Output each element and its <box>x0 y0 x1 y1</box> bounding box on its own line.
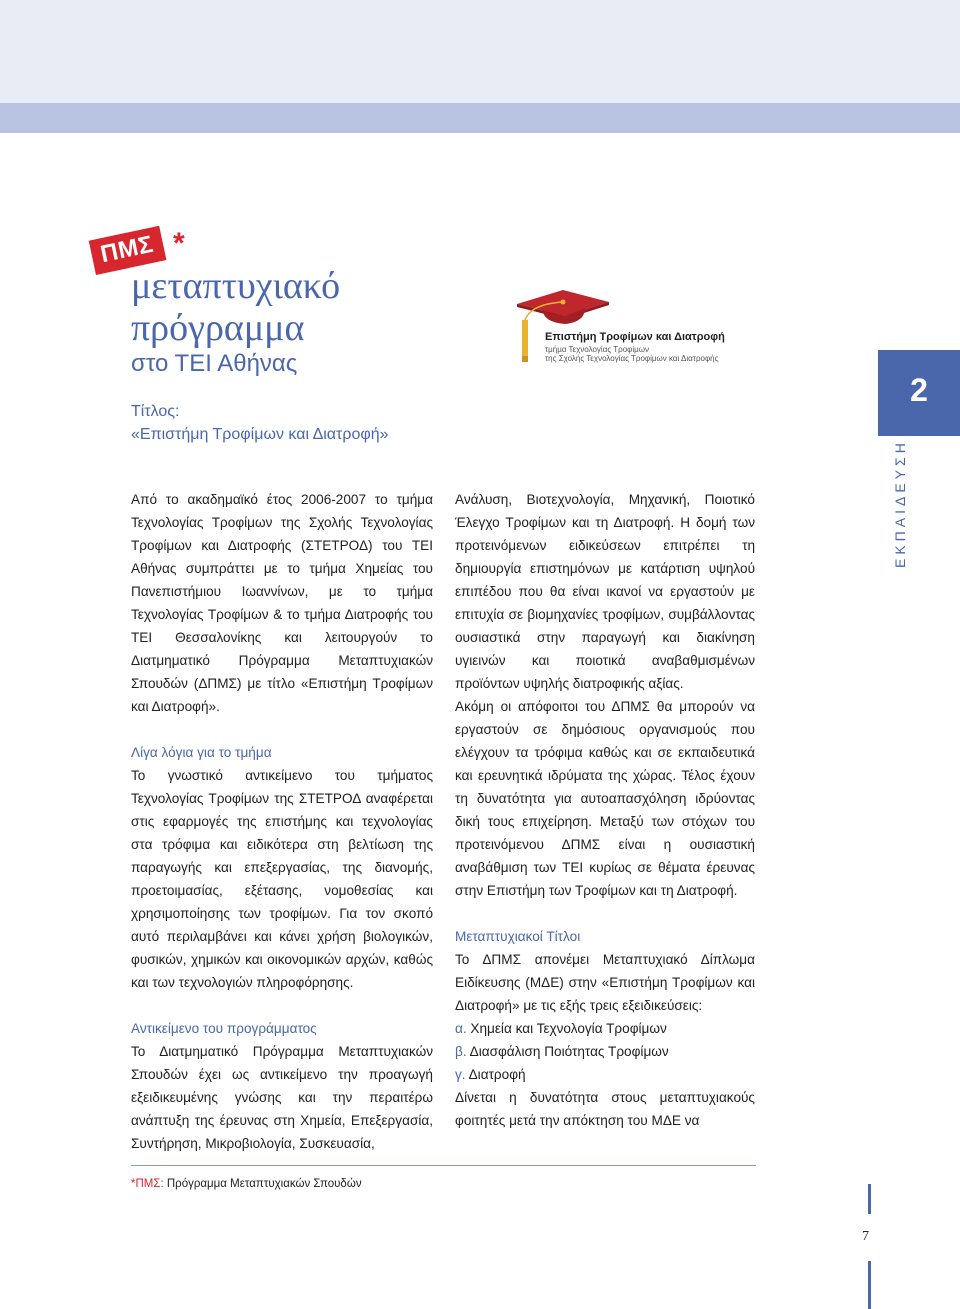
list-text: Διασφάλιση Ποιότητας Τροφίμων <box>466 1044 669 1059</box>
right-paragraph-1: Ανάλυση, Βιοτεχνολογία, Μηχανική, Ποιοτικό Έλεγχο Τροφίμων και τη Διατροφή. Η δομή των προτεινόμενων ειδικεύσεων επιτρέπει τη δημιουργία επιστημόνων με κατάρτιση υψηλού επιπέδου που θα είναι ικανοί να εργαστούν με επιτυχία σε βιομηχανίες τροφίμων, συμβάλλοντας ουσιαστικά στην παραγωγή και διακίνηση υγιεινών και ποιοτικά αναβαθμισμένων προϊόντων υψηλής διατροφικής αξίας. <box>455 492 755 691</box>
about-paragraph: Το γνωστικό αντικείμενο του τμήματος Τεχνολογίας Τροφίμων της ΣΤΕΤΡΟΔ αναφέρεται στις εφαρμογές της επιστήμης και τεχνολογίας στα τρόφιμα και ειδικότερα στη βελτίωση της παραγωγής και επεξεργασίας, της διανομής, προετοιμασίας, εξέτασης, νομοθεσίας και χρησιμοποίησης των τροφίμων. Για τον σκοπό αυτό περιλαμβάνει και κάνει χρήση βιολογικών, φυσικών, χημικών και οικονομικών αρχών, καθώς και των τεχνολογιών πληροφόρησης. <box>131 768 433 990</box>
title-value: «Επιστήμη Τροφίμων και Διατροφή» <box>131 426 389 443</box>
chapter-number: 2 <box>910 372 928 408</box>
header-band <box>0 0 960 103</box>
footnote-marker: *ΠΜΣ: <box>131 1178 164 1190</box>
intro-paragraph: Από το ακαδημαϊκό έτος 2006-2007 το τμήμα Τεχνολογίας Τροφίμων της Σχολής Τεχνολογίας Τροφίμων και Διατροφής (ΣΤΕΤΡΟΔ) του ΤΕΙ Αθήνας συμπράττει με το τμήμα Χημείας του Πανεπιστήμιου Ιωαννίνων, με το τμήμα Τεχνολογίας Τροφίμων & το τμήμα Διατροφής του ΤΕΙ Θεσσαλονίκης και λειτουργούν το Διατμηματικό Πρόγραμμα Μεταπτυχιακών Σπουδών (ΔΠΜΣ) με τίτλο «Επιστήμη Τροφίμων και Διατροφή». <box>131 492 433 714</box>
right-column <box>455 488 755 1132</box>
list-item <box>455 1063 755 1086</box>
list-text: Διατροφή <box>465 1067 526 1082</box>
section-heading-degrees: Μεταπτυχιακοί Τίτλοι <box>455 929 581 944</box>
list-marker: β. <box>455 1044 467 1059</box>
section-heading-about: Λίγα λόγια για το τμήμα <box>131 745 272 760</box>
list-text: Χημεία και Τεχνολογία Τροφίμων <box>466 1021 667 1036</box>
list-item <box>455 1040 755 1063</box>
header-bar <box>0 103 960 133</box>
section-heading-objective: Αντικείμενο του προγράμματος <box>131 1021 317 1036</box>
degrees-paragraph: Το ΔΠΜΣ απονέμει Μεταπτυχιακό Δίπλωμα Ειδίκευσης (ΜΔΕ) στην «Επιστήμη Τροφίμων και Διατροφή» με τις εξής τρεις εξειδικεύσεις: <box>455 952 755 1013</box>
page-marker-bottom <box>868 1261 871 1309</box>
right-paragraph-2: Ακόμη οι απόφοιτοι του ΔΠΜΣ θα μπορούν να εργαστούν σε δημόσιους οργανισμούς που ελέγχουν τα τρόφιμα καθώς και σε εκπαιδευτικά και ερευνητικά ιδρύματα της χώρας. Τέλος έχουν τη δυνατότητα για αυτοαπασχόληση ιδρύοντας δική τους επιχείρηση. Μεταξύ των στόχων του προτεινόμενου ΔΠΜΣ είναι η ουσιαστική αναβάθμιση των ΤΕΙ κυρίως σε θέματα έρευνας στην Επιστήμη των Τροφίμων και τη Διατροφή. <box>455 699 755 898</box>
logo-subtitle-2: της Σχολής Τεχνολογίας Τροφίμων και Διατροφής <box>545 354 719 363</box>
hero-subtitle: στο ΤΕΙ Αθήνας <box>131 350 298 377</box>
right-paragraph-4: Δίνεται η δυνατότητα στους μεταπτυχιακούς φοιτητές μετά την απόκτηση του ΜΔΕ να <box>455 1090 755 1128</box>
left-column <box>131 488 433 1155</box>
list-marker: γ. <box>455 1067 466 1082</box>
page-number: 7 <box>862 1229 869 1244</box>
hero-title-line1: μεταπτυχιακό <box>131 265 341 307</box>
footnote-text: Πρόγραμμα Μεταπτυχιακών Σπουδών <box>163 1178 362 1190</box>
section-side-label: ΕΚΠΑΙΔΕΥΣΗ <box>892 439 908 568</box>
chapter-tab <box>878 350 960 436</box>
hero-title-line2: πρόγραμμα <box>131 307 305 349</box>
pms-badge: ΠΜΣ <box>89 226 167 275</box>
list-item <box>455 1017 755 1040</box>
logo-title: Επιστήμη Τροφίμων και Διατροφή <box>545 331 725 343</box>
footnote-divider <box>131 1165 756 1166</box>
footnote <box>131 1178 362 1190</box>
objective-paragraph: Το Διατμηματικό Πρόγραμμα Μεταπτυχιακών Σπουδών έχει ως αντικείμενο την προαγωγή εξειδικευμένης γνώσης και την περαιτέρω ανάπτυξη της έρευνας στη Χημεία, Επεξεργασία, Συντήρηση, Μικροβιολογία, Συσκευασία, <box>131 1044 433 1151</box>
page-marker-top <box>868 1184 871 1214</box>
list-marker: α. <box>455 1021 467 1036</box>
title-label: Τίτλος: <box>131 403 180 420</box>
asterisk-mark: * <box>173 227 185 260</box>
logo-subtitle-1: τμήμα Τεχνολογίας Τροφίμων <box>545 345 649 354</box>
